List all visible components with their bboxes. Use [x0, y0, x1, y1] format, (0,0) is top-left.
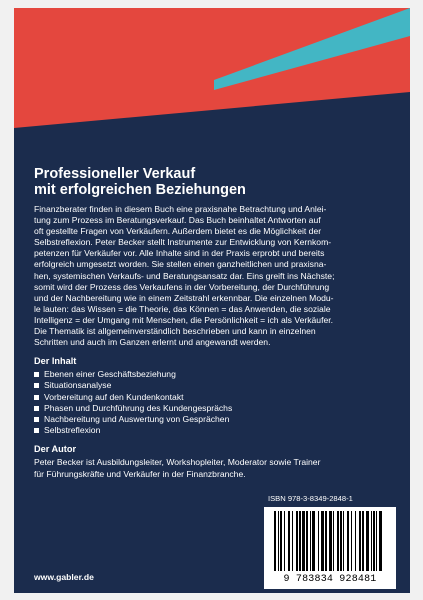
barcode-bar: [343, 511, 344, 571]
list-item: [34, 425, 396, 436]
barcode-bar: [280, 511, 282, 571]
book-back-cover: [14, 8, 410, 593]
barcode-bar: [371, 511, 372, 571]
bullet-square-icon: [34, 383, 39, 388]
author-bio-line: Peter Becker ist Ausbildungsleiter, Workshopleiter, Moderator sowie Trainer: [34, 457, 321, 468]
book-title: [34, 166, 396, 198]
barcode-bar: [325, 511, 327, 571]
description-line: petenzen für Verkäufer vor. Alle Inhalte sind in der Praxis erprobt und bereits: [34, 248, 325, 259]
description-line: somit wird der Prozess des Verkaufens in der Vorbereitung, der Durchführung: [34, 281, 330, 292]
barcode-bar: [299, 511, 301, 571]
list-item-label: Ebenen einer Geschäftsbeziehung: [44, 369, 176, 380]
barcode-bar: [284, 511, 285, 571]
barcode-bar: [337, 511, 339, 571]
barcode-bar: [329, 511, 332, 571]
list-item: [34, 403, 396, 414]
barcode-bar: [373, 511, 375, 571]
barcode-bar: [379, 511, 382, 571]
barcode-bar: [288, 511, 290, 571]
barcode-bar: [351, 511, 352, 571]
list-item: [34, 380, 396, 391]
barcode-bar: [340, 511, 342, 571]
bullet-square-icon: [34, 395, 39, 400]
author-bio: [34, 457, 396, 479]
description-line: erfolgreich umgesetzt worden. Sie stellen einen ganzheitlichen und praxisna-: [34, 259, 327, 270]
bullet-square-icon: [34, 417, 39, 422]
barcode-bar: [355, 511, 356, 571]
description-line: hen, systemischen Verkaufs- und Beratungsansatz dar. Eins greift ins Nächste;: [34, 270, 335, 281]
bullet-square-icon: [34, 428, 39, 433]
description-line: Intelligenz = der Umgang mit Menschen, die Persönlichkeit = ich als Verkäufer.: [34, 314, 334, 325]
barcode-digits: 9 783834 928481: [283, 574, 377, 585]
barcode-bar: [312, 511, 315, 571]
barcode-bar: [278, 511, 279, 571]
author-heading: Der Autor: [34, 444, 77, 455]
description-line: Finanzberater finden in diesem Buch eine praxisnahe Betrachtung und Anlei-: [34, 204, 327, 214]
barcode-bar: [333, 511, 334, 571]
contents-heading: Der Inhalt: [34, 356, 77, 367]
list-item-label: Phasen und Durchführung des Kundengesprächs: [44, 402, 233, 413]
book-title-line-1: Professioneller Verkauf: [34, 166, 196, 182]
description-line: und der Nachbereitung wie in einem Zeitstrahl erkennbar. Die einzelnen Modu-: [34, 292, 334, 303]
description-line: oft gestellte Fragen von Verkäufern. Außerdem bietet es die Möglichkeit der: [34, 226, 322, 237]
barcode-bar: [366, 511, 369, 571]
barcode-bar: [347, 511, 349, 571]
barcode-bar: [359, 511, 361, 571]
description-line: Die Thematik ist allgemeinverständlich beschrieben und kann in einzelnen: [34, 326, 316, 337]
barcode-bar: [302, 511, 305, 571]
author-bio-line: für Führungskräfte und Verkäufer in der Finanzbranche.: [34, 468, 246, 479]
barcode: [264, 507, 396, 589]
decorative-shapes: [14, 8, 410, 158]
list-item: [34, 414, 396, 425]
red-shape: [14, 8, 410, 128]
barcode-bar: [274, 511, 276, 571]
description-line: Selbstreflexion. Peter Becker stellt Instrumente zur Entwicklung von Kernkom-: [34, 237, 332, 248]
barcode-bar: [306, 511, 308, 571]
list-item: [34, 369, 396, 380]
barcode-bar: [310, 511, 311, 571]
book-title-line-2: mit erfolgreichen Beziehungen: [34, 182, 246, 198]
description: [34, 204, 396, 348]
barcode-bar: [376, 511, 377, 571]
list-item: [34, 392, 396, 403]
barcode-bar: [362, 511, 364, 571]
list-item-label: Selbstreflexion: [44, 425, 101, 436]
bullet-square-icon: [34, 406, 39, 411]
barcode-bar: [321, 511, 324, 571]
description-line: Schritten und auch im Ganzen erlernt und angewandt werden.: [34, 337, 271, 348]
list-item-label: Nachbereitung und Auswertung von Gesprächen: [44, 414, 230, 425]
content-area: [34, 166, 396, 480]
barcode-bar: [318, 511, 319, 571]
barcode-bar: [292, 511, 293, 571]
description-line: le lauten: das Wissen = die Theorie, das Können = das Anwenden, die soziale: [34, 303, 331, 314]
barcode-bar: [296, 511, 298, 571]
description-line: tung zum Prozess im Beratungsverkauf. Das Buch beinhaltet Antworten auf: [34, 215, 321, 226]
bullet-square-icon: [34, 372, 39, 377]
barcode-bars: [272, 511, 388, 573]
list-item-label: Situationsanalyse: [44, 380, 112, 391]
list-item-label: Vorbereitung auf den Kundenkontakt: [44, 391, 184, 402]
isbn-label: ISBN 978-3-8349-2848-1: [268, 494, 353, 503]
contents-list: [34, 369, 396, 436]
publisher-website: www.gabler.de: [34, 572, 94, 582]
